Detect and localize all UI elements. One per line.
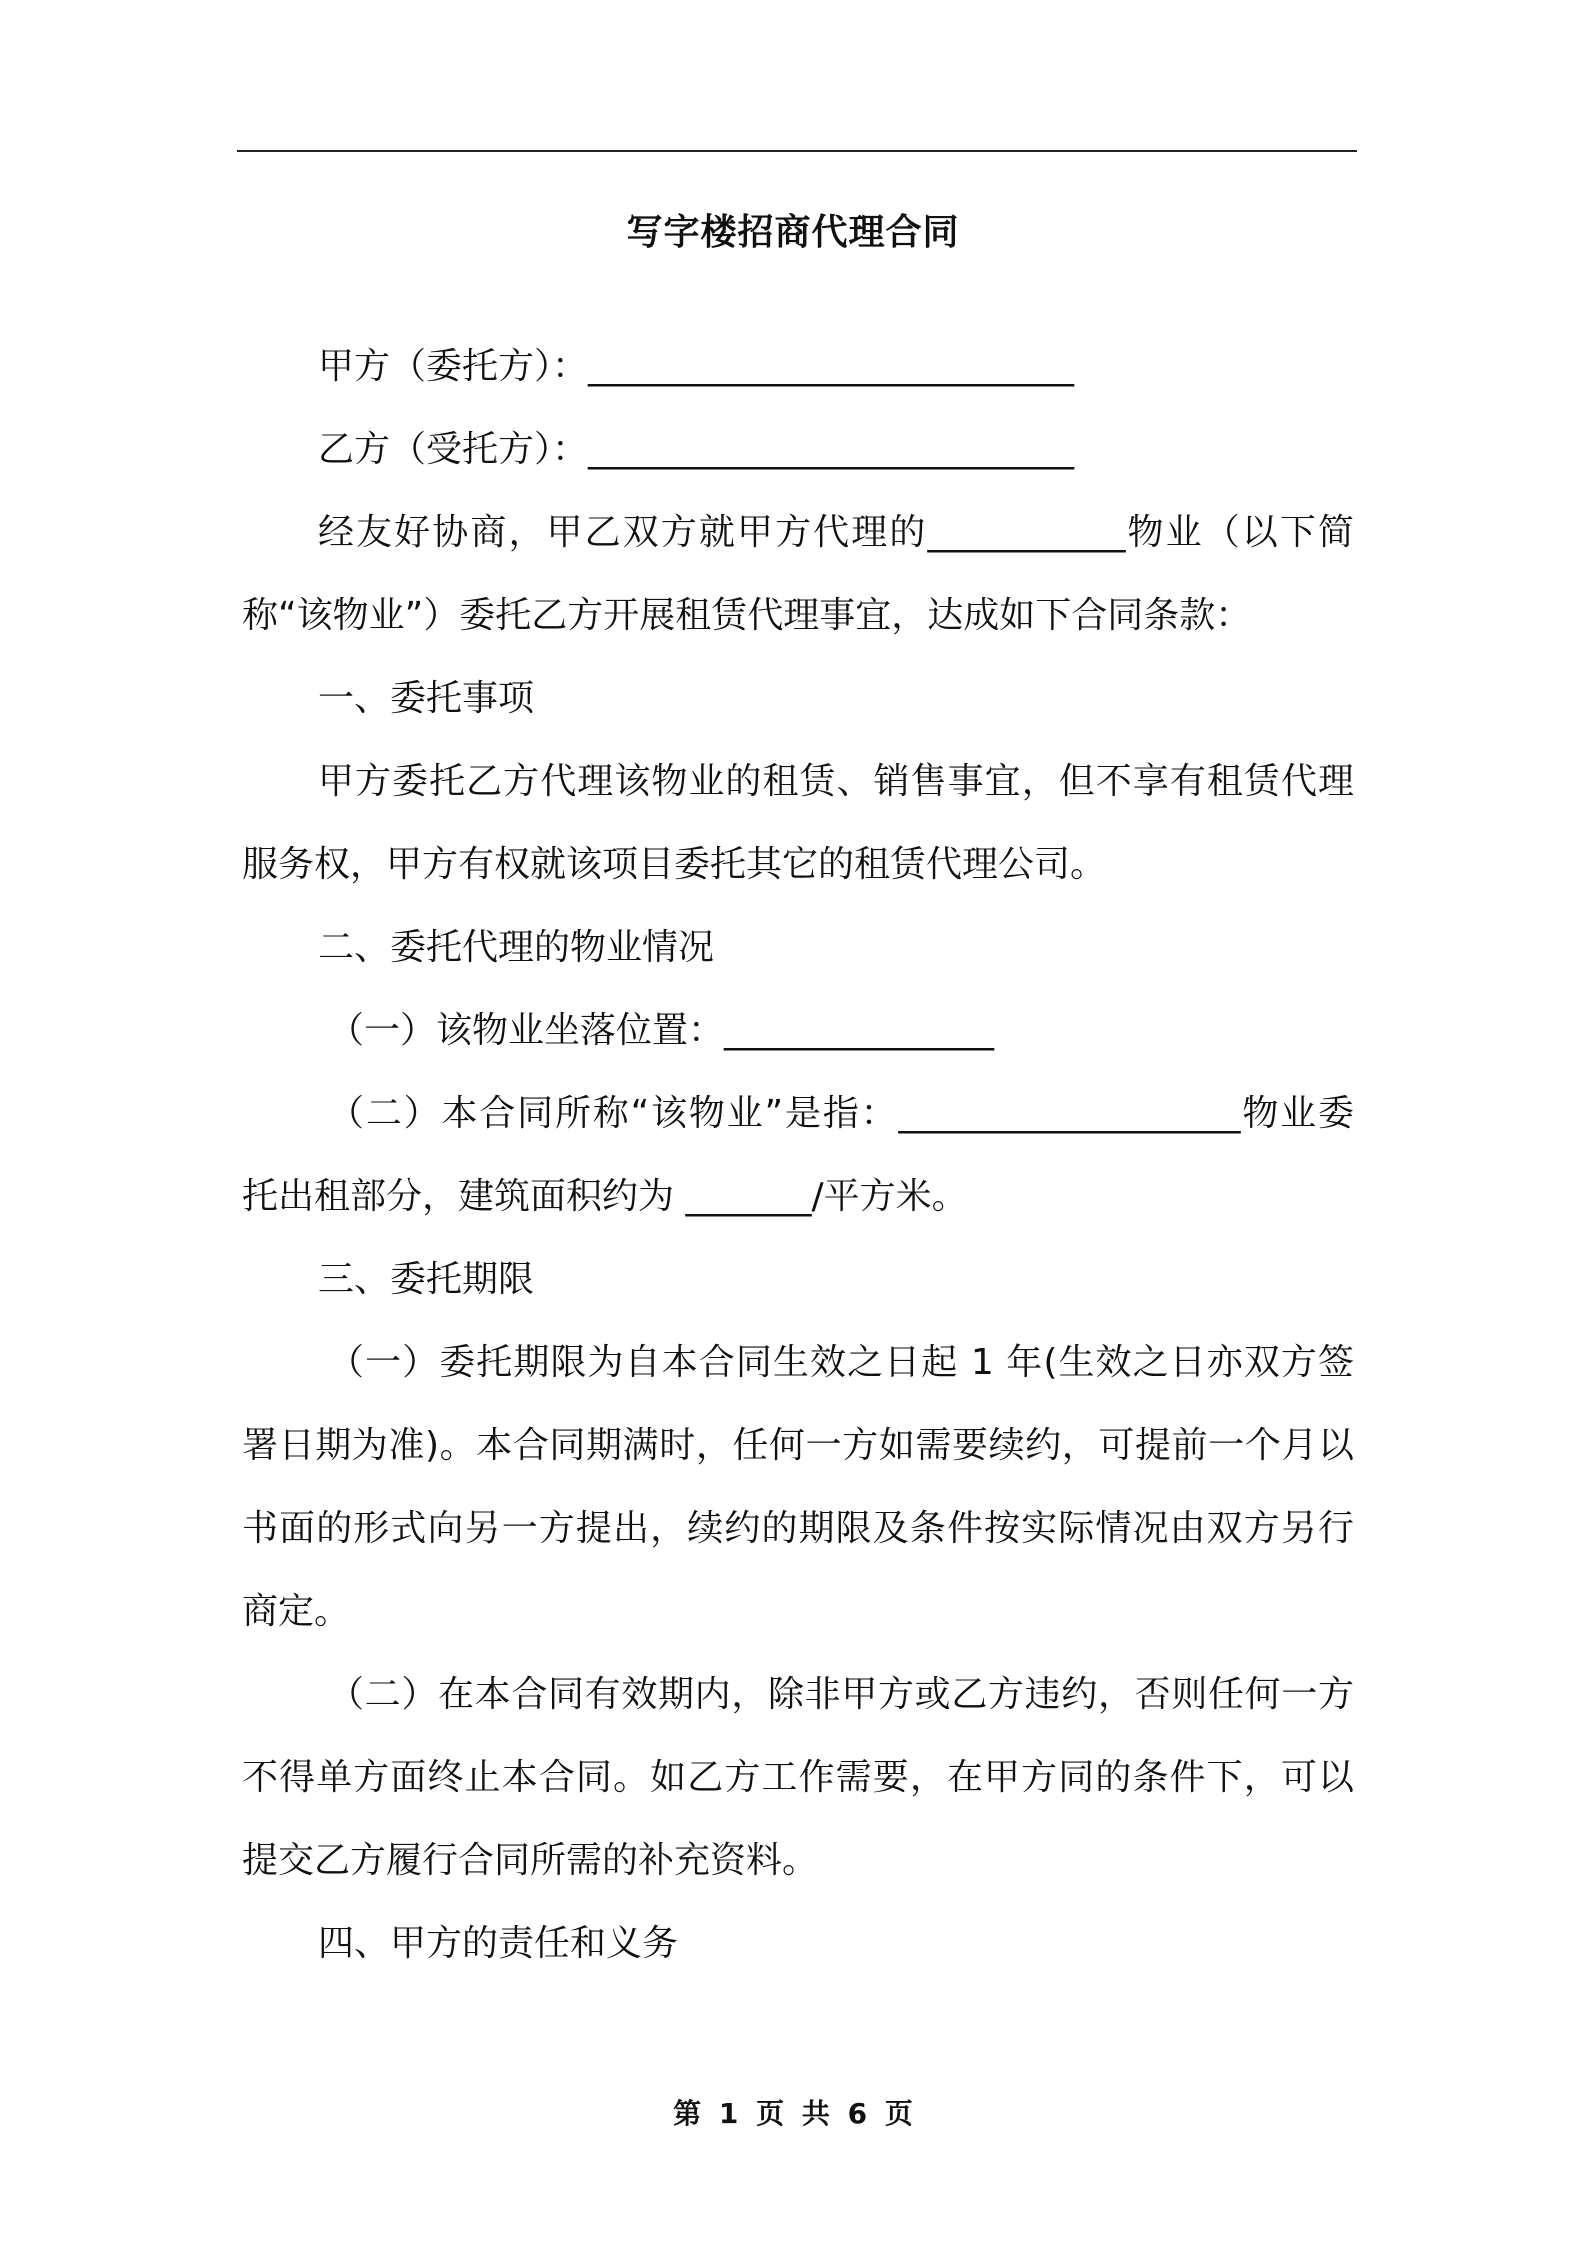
document-title: 写字楼招商代理合同 (626, 212, 960, 253)
section-1-paragraph: 甲方委托乙方代理该物业的租赁、销售事宜，但不享有租赁代理服务权，甲方有权就该项目委托其它的租赁代理公司。 (242, 761, 1354, 885)
party-b-blank: ___________________________ (588, 429, 1075, 470)
party-a-label: 甲方（委托方）： (318, 346, 589, 387)
page-number-footer: 第 1 页 共 6 页 (673, 2097, 913, 2130)
section-3-item-2: （二）在本合同有效期内，除非甲方或乙方违约，否则任何一方不得单方面终止本合同。如乙方工作需要，在甲方同的条件下，可以提交乙方履行合同所需的补充资料。 (242, 1674, 1354, 1881)
section-3-item-1: （一）委托期限为自本合同生效之日起 1 年(生效之日亦双方签署日期为准)。本合同期满时，任何一方如需要续约，可提前一个月以书面的形式向另一方提出，续约的期限及条件按实际情况由双方另行商定。 (242, 1342, 1354, 1632)
location-label: （一）该物业坐落位置： (328, 1010, 725, 1051)
property-definition-label: （二）本合同所称“该物业”是指： (328, 1093, 899, 1134)
section-3-heading: 三、委托期限 (318, 1259, 535, 1300)
section-2-item-1 (242, 989, 1354, 1072)
section-1-heading: 一、委托事项 (318, 678, 535, 719)
location-blank: _______________ (724, 1010, 995, 1051)
area-blank: _______ (685, 1176, 812, 1217)
intro-property-blank: ___________ (927, 512, 1126, 553)
contract-body (242, 325, 1354, 1985)
party-a-line (242, 325, 1354, 408)
intro-text-before: 经友好协商，甲乙双方就甲方代理的 (318, 512, 928, 553)
header-rule (237, 150, 1357, 152)
party-a-blank: ___________________________ (588, 346, 1075, 387)
section-2-heading: 二、委托代理的物业情况 (318, 927, 715, 968)
party-b-line (242, 408, 1354, 491)
section-4-heading: 四、甲方的责任和义务 (318, 1923, 679, 1964)
property-definition-blank: ___________________ (898, 1093, 1241, 1134)
party-b-label: 乙方（受托方）： (318, 429, 589, 470)
section-2-item-2 (242, 1072, 1354, 1238)
intro-paragraph (242, 491, 1354, 657)
area-unit: /平方米。 (811, 1176, 968, 1217)
intro-text-after: 物业（以下简称“该物业”）委托乙方开展租赁代理事宜，达成如下合同条款： (242, 512, 1354, 636)
area-text: 物业委托出租部分，建筑面积约为 (242, 1093, 1354, 1217)
